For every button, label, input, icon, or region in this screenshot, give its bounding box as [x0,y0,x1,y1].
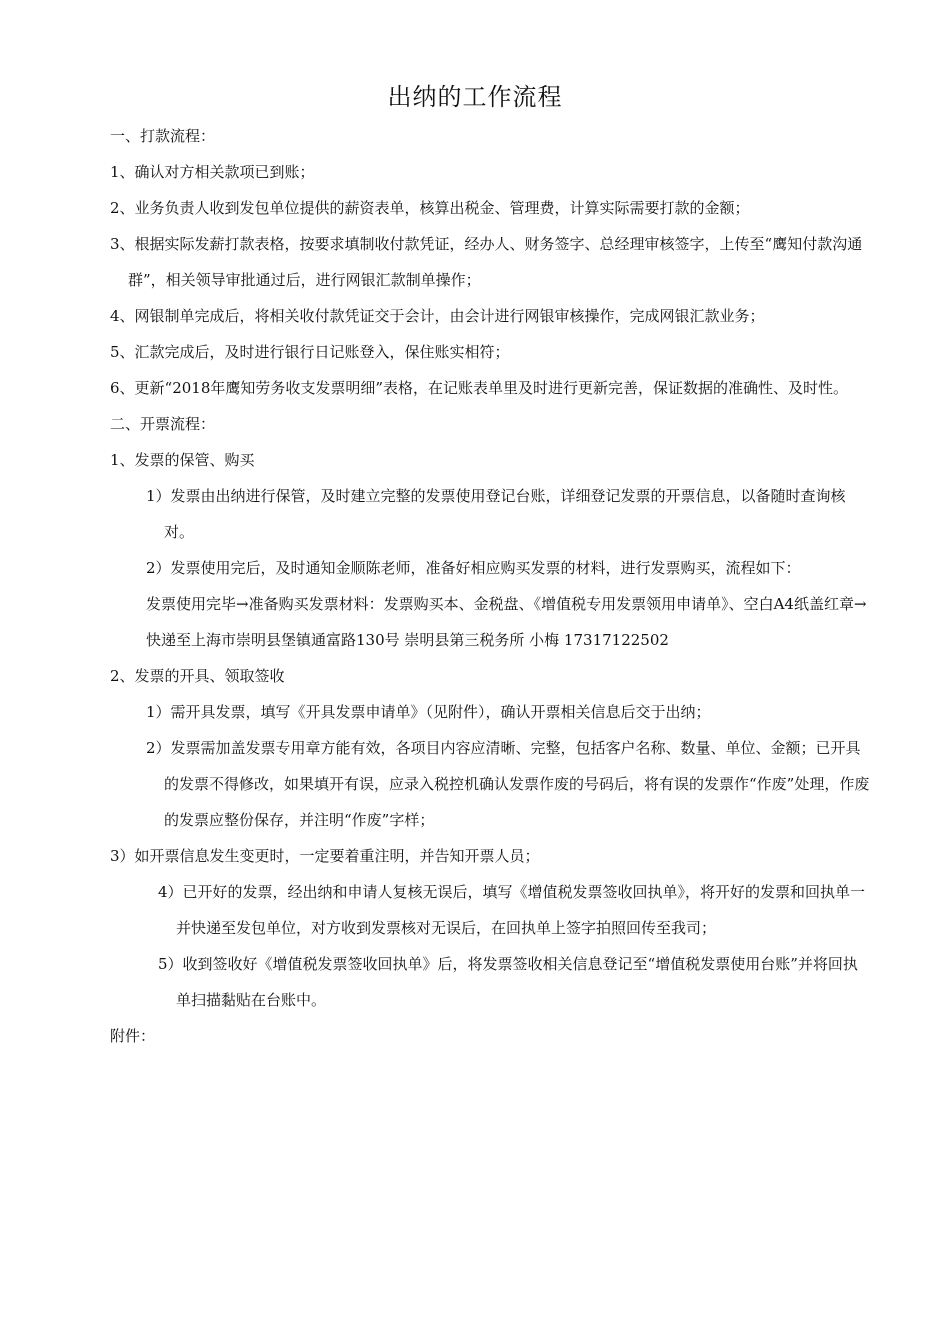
payment-step-3: 3、根据实际发薪打款表格，按要求填制收付款凭证，经办人、财务签字、总经理审核签字，上传至“鹰知付款沟通群”，相关领导审批通过后，进行网银汇款制单操作； [110,235,863,289]
payment-step-2: 2、业务负责人收到发包单位提供的薪资表单，核算出税金、管理费，计算实际需要打款的金额； [110,199,750,217]
invoice-item-4: 4）已开好的发票，经出纳和申请人复核无误后，填写《增值税发票签收回执单》，将开好的发票和回执单一并快递至发包单位，对方收到发票核对无误后，在回执单上签字拍照回传至我司； [158,883,866,937]
document-body [110,118,870,1054]
invoice-sub-heading-1: 1、发票的保管、购买 [110,451,255,469]
payment-step-5: 5、汇款完成后，及时进行银行日记账登入，保住账实相符； [110,343,510,361]
payment-step-1: 1、确认对方相关款项已到账； [110,163,315,181]
invoice-sub1-flow: 发票使用完毕→准备购买发票材料：发票购买本、金税盘、《增值税专用发票领用申请单》、空白A4纸盖红章→快递至上海市崇明县堡镇通富路130号 崇明县第三税务所 小梅 17317122502 [146,595,867,649]
invoice-sub1-item-2: 2）发票使用完后，及时通知金顺陈老师，准备好相应购买发票的材料，进行发票购买，流程如下： [146,559,801,577]
attachment-label: 附件： [110,1027,156,1045]
section-heading-invoice: 二、开票流程： [110,415,216,433]
payment-step-6: 6、更新“2018年鹰知劳务收支发票明细”表格，在记账表单里及时进行更新完善，保证数据的准确性、及时性。 [110,379,849,397]
invoice-item-5: 5）收到签收好《增值税发票签收回执单》后，将发票签收相关信息登记至“增值税发票使用台账”并将回执单扫描黏贴在台账中。 [158,955,858,1009]
invoice-sub-heading-2: 2、发票的开具、领取签收 [110,667,285,685]
invoice-item-3: 3）如开票信息发生变更时，一定要着重注明，并告知开票人员； [110,847,540,865]
invoice-sub2-item-2: 2）发票需加盖发票专用章方能有效，各项目内容应清晰、完整，包括客户名称、数量、单位、金额；已开具的发票不得修改，如果填开有误，应录入税控机确认发票作废的号码后，将有误的发票作“作废”处理，作废的发票应整份保存，并注明“作废”字样； [146,739,870,829]
invoice-sub1-item-1: 1）发票由出纳进行保管，及时建立完整的发票使用登记台账，详细登记发票的开票信息，以备随时查询核对。 [146,487,846,541]
page-title: 出纳的工作流程 [387,83,563,111]
section-heading-payment: 一、打款流程： [110,127,216,145]
invoice-sub2-item-1: 1）需开具发票，填写《开具发票申请单》（见附件），确认开票相关信息后交于出纳； [146,703,711,721]
payment-step-4: 4、网银制单完成后，将相关收付款凭证交于会计，由会计进行网银审核操作，完成网银汇款业务； [110,307,765,325]
